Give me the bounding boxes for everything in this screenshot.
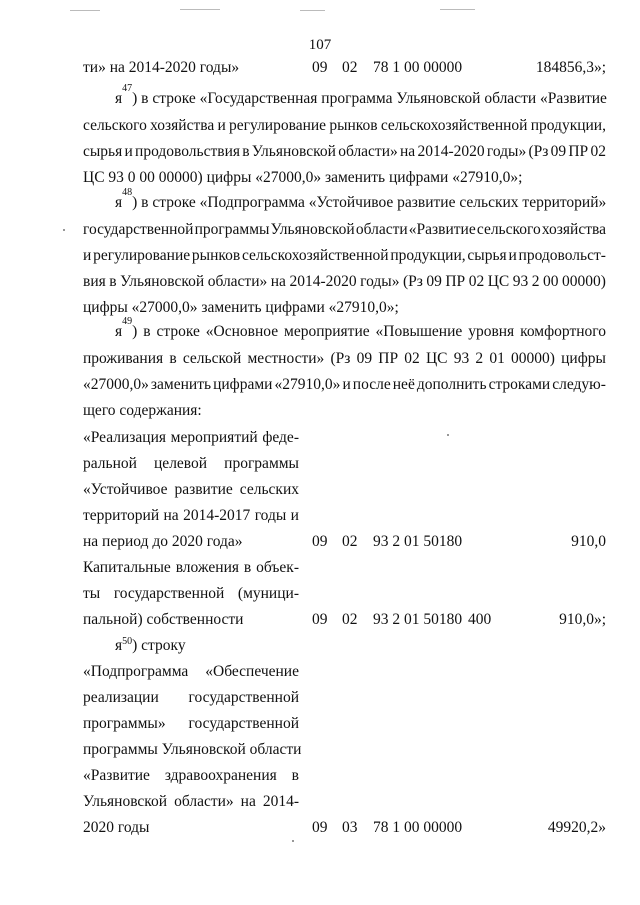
para48-line1: я 48 ) в строке «Подпрограмма «Устойчивое развитие сельских территорий» <box>115 187 607 211</box>
para47-line1: я 47 ) в строке «Государственная программа Ульяновской области «Развитие <box>115 83 607 107</box>
row1-code: 93 2 01 50180 <box>373 533 463 550</box>
row1-line: «Устойчивое развитие сельских <box>83 481 299 498</box>
para49-line2: проживания в сельской местности» (Рз 09 ПР 02 ЦС 93 2 01 00000) цифры <box>83 350 606 367</box>
row2-code: 93 2 01 50180 <box>373 611 463 628</box>
row3-line: программы» государственной <box>83 715 299 732</box>
scan-artifact <box>300 10 325 11</box>
row1-line: «Реализация мероприятий феде- <box>83 429 299 446</box>
para48-line4: вия в Ульяновской области» на 2014-2020 годы» (Рз 09 ПР 02 ЦС 93 2 00 00000) <box>83 273 606 290</box>
row1-amount: 910,0 <box>571 533 606 550</box>
row3-section: 09 <box>312 819 328 836</box>
scan-speck <box>447 434 449 436</box>
para47-line4: ЦС 93 0 00 00000) цифры «27000,0» заменить цифрами «27910,0»; <box>83 169 523 186</box>
para49-line3: «27000,0» заменить цифрами «27910,0» и после неё дополнить строками следую- <box>83 376 606 393</box>
para48-line3: и регулирование рынков сельскохозяйственной продукции, сырья и продовольст- <box>83 247 606 264</box>
row2-amount: 910,0»; <box>559 611 606 628</box>
top-row-section: 09 <box>312 59 328 76</box>
para50: $я^{50}$) строку <box>115 635 186 654</box>
para49-line4: щего содержания: <box>83 402 202 419</box>
top-row-code: 78 1 00 00000 <box>373 59 463 76</box>
para48-line5: цифры «27000,0» заменить цифрами «27910,0»; <box>83 299 399 316</box>
row3-code: 78 1 00 00000 <box>373 819 463 836</box>
scan-artifact <box>440 9 475 10</box>
row1-line: ральной целевой программы <box>83 455 299 472</box>
scan-speck <box>63 229 65 231</box>
scan-artifact <box>180 9 220 10</box>
row1-section: 09 <box>312 533 328 550</box>
row2-expense-type: 400 <box>468 611 492 628</box>
para47-line3: сырья и продовольствия в Ульяновской области» на 2014-2020 годы» (Рз 09 ПР 02 <box>83 143 606 160</box>
row1-subsection: 02 <box>342 533 358 550</box>
top-row-text: ти» на 2014-2020 годы» <box>83 59 240 76</box>
row2-subsection: 02 <box>342 611 358 628</box>
scan-speck <box>292 840 294 842</box>
row2-line: пальной) собственности <box>83 611 244 628</box>
row2-section: 09 <box>312 611 328 628</box>
row3-line: 2020 годы <box>83 819 150 836</box>
page-number: 107 <box>308 37 332 53</box>
row2-line: ты государственной (муници- <box>83 585 299 602</box>
para48-line2: государственной программы Ульяновской области «Развитие сельского хозяйства <box>83 221 606 238</box>
row3-line: реализации государственной <box>83 689 299 706</box>
row3-line: «Подпрограмма «Обеспечение <box>83 663 299 680</box>
row1-line: территорий на 2014-2017 годы и <box>83 507 299 524</box>
row3-line: «Развитие здравоохранения в <box>83 767 299 784</box>
row3-line: программы Ульяновской области <box>83 741 302 758</box>
top-row-subsection: 02 <box>342 59 358 76</box>
row3-line: Ульяновской области» на 2014- <box>83 793 299 810</box>
para47-line2: сельского хозяйства и регулирование рынков сельскохозяйственной продукции, <box>83 117 606 134</box>
row3-amount: 49920,2» <box>547 819 606 836</box>
row2-line: Капитальные вложения в объек- <box>83 559 299 576</box>
row1-line: на период до 2020 года» <box>83 533 243 550</box>
top-row-amount: 184856,3»; <box>535 59 606 76</box>
para49-line1: я 49 ) в строке «Основное мероприятие «Повышение уровня комфортного <box>115 316 606 340</box>
scan-artifact <box>70 10 100 11</box>
row3-subsection: 03 <box>342 819 358 836</box>
